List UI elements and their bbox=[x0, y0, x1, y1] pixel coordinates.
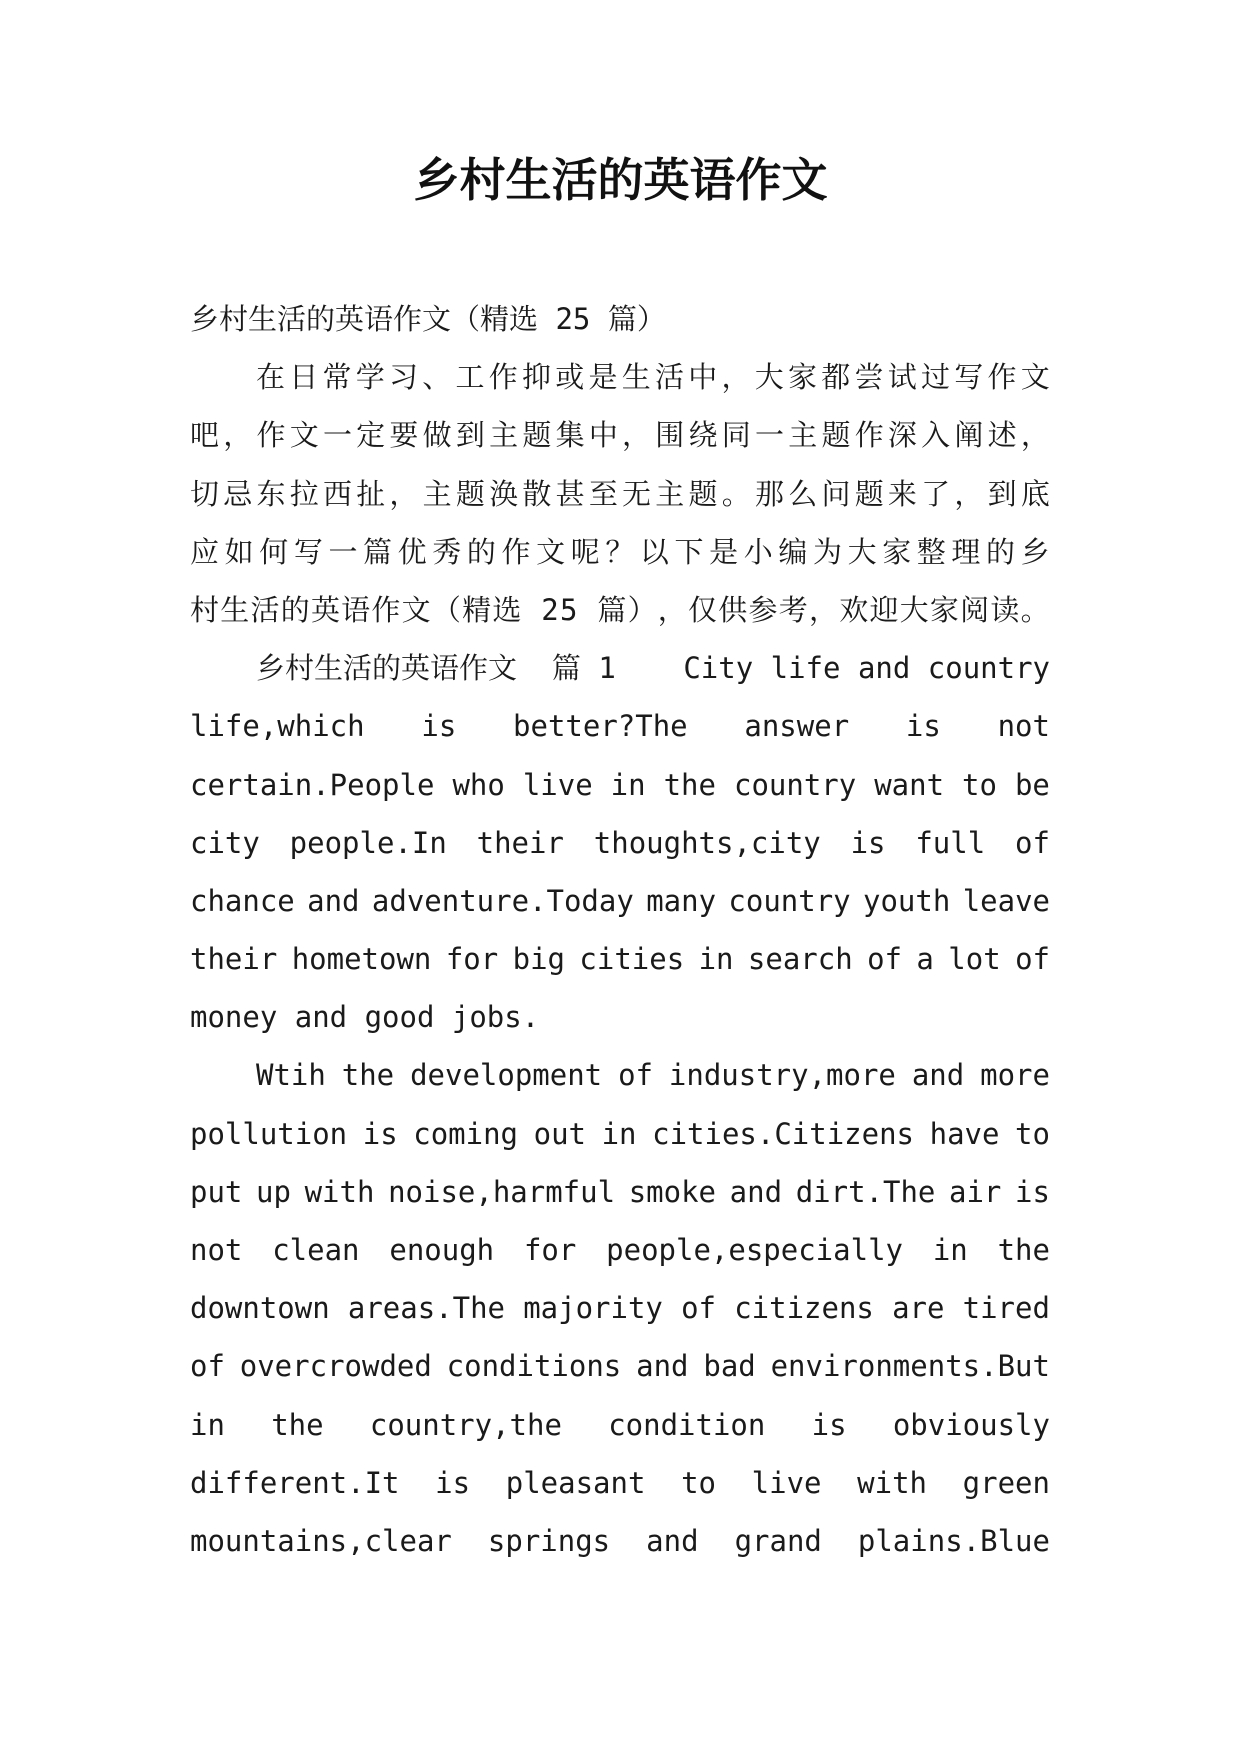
char: ， bbox=[1020, 418, 1050, 453]
word: big bbox=[512, 942, 565, 977]
word: search bbox=[747, 942, 853, 977]
word: development bbox=[410, 1058, 603, 1093]
char: 文 bbox=[401, 592, 431, 627]
char: 生 bbox=[621, 360, 651, 395]
char: 集 bbox=[555, 418, 585, 453]
paragraph-line bbox=[190, 756, 1050, 814]
paragraph-line bbox=[190, 1221, 1050, 1279]
word: many bbox=[646, 883, 717, 918]
word: Wtih bbox=[256, 1058, 326, 1093]
char: 整 bbox=[916, 534, 946, 569]
word: clean bbox=[272, 1233, 360, 1267]
word: answer bbox=[744, 709, 850, 744]
char: 至 bbox=[588, 476, 618, 511]
char: 都 bbox=[821, 360, 851, 395]
word: in bbox=[601, 1116, 637, 1151]
word: and bbox=[729, 1174, 783, 1209]
intro-line bbox=[190, 581, 1050, 639]
char: 作 bbox=[854, 418, 884, 453]
word: and bbox=[307, 883, 360, 918]
char: 扯 bbox=[356, 476, 386, 511]
section-heading: 乡村生活的英语作文 篇 1 bbox=[256, 651, 616, 686]
char: 主 bbox=[489, 418, 519, 453]
char: 忌 bbox=[223, 476, 253, 511]
char: 的 bbox=[280, 592, 310, 627]
char: 中 bbox=[588, 418, 618, 453]
subtitle-line bbox=[190, 290, 1050, 348]
essay-paragraph-1 bbox=[190, 639, 1050, 1046]
char: 是 bbox=[588, 360, 618, 395]
char: 工 bbox=[455, 360, 485, 395]
char: 大 bbox=[899, 592, 929, 627]
char: 活 bbox=[250, 592, 280, 627]
word: downtown bbox=[190, 1291, 330, 1326]
char: 何 bbox=[259, 534, 289, 569]
char: 围 bbox=[655, 418, 685, 453]
char: ） bbox=[627, 592, 657, 627]
char: 作 bbox=[371, 592, 401, 627]
char: ， bbox=[954, 476, 984, 511]
char: 乡 bbox=[1020, 534, 1050, 569]
word: to bbox=[962, 767, 997, 802]
char: 、 bbox=[422, 360, 452, 395]
char: 家 bbox=[788, 360, 818, 395]
char: 拉 bbox=[289, 476, 319, 511]
word: youth bbox=[863, 883, 951, 918]
paragraph-line bbox=[190, 1105, 1050, 1163]
word: tired bbox=[962, 1291, 1050, 1326]
char: ， bbox=[389, 476, 419, 511]
char: 题 bbox=[688, 476, 718, 511]
word: the bbox=[997, 1233, 1050, 1267]
word: more bbox=[980, 1058, 1050, 1093]
word: industry,more bbox=[668, 1058, 896, 1093]
char: 生 bbox=[220, 592, 250, 627]
char: 下 bbox=[674, 534, 704, 569]
word: country bbox=[733, 767, 857, 802]
char: 么 bbox=[788, 476, 818, 511]
char: ， bbox=[622, 418, 652, 453]
intro-line bbox=[190, 406, 1050, 464]
word: smoke bbox=[628, 1174, 717, 1209]
paragraph-line bbox=[190, 930, 1050, 988]
word: their bbox=[476, 825, 564, 860]
char: 题 bbox=[821, 418, 851, 453]
char: 散 bbox=[522, 476, 552, 511]
char: 一 bbox=[754, 418, 784, 453]
char: 小 bbox=[743, 534, 773, 569]
char: 作 bbox=[987, 360, 1017, 395]
word: to bbox=[681, 1465, 717, 1500]
char: 抑 bbox=[522, 360, 552, 395]
subtitle: 乡村生活的英语作文（精选 25 篇） bbox=[190, 302, 666, 336]
char: 主 bbox=[788, 418, 818, 453]
char: 做 bbox=[422, 418, 452, 453]
word: leave bbox=[962, 883, 1050, 918]
word: in bbox=[190, 1407, 225, 1442]
char: 一 bbox=[328, 534, 358, 569]
word: for bbox=[523, 1233, 577, 1267]
paragraph-line bbox=[190, 1454, 1050, 1512]
char: 语 bbox=[341, 592, 371, 627]
word: is bbox=[905, 709, 941, 744]
char: 村 bbox=[190, 592, 220, 627]
char: 要 bbox=[389, 418, 419, 453]
char: 供 bbox=[718, 592, 748, 627]
char: ？ bbox=[605, 534, 635, 569]
paragraph-line bbox=[190, 1163, 1050, 1221]
word: hometown bbox=[291, 942, 432, 977]
char: 5 bbox=[559, 592, 578, 627]
paragraph-line bbox=[190, 1046, 1050, 1104]
char: 大 bbox=[754, 360, 784, 395]
char: 主 bbox=[422, 476, 452, 511]
word: is bbox=[362, 1116, 398, 1151]
word: in bbox=[610, 767, 646, 802]
char: 涣 bbox=[489, 476, 519, 511]
char: 的 bbox=[466, 534, 496, 569]
char: 如 bbox=[224, 534, 254, 569]
word: overcrowded bbox=[239, 1349, 432, 1384]
word: with bbox=[857, 1465, 928, 1500]
word: cities bbox=[579, 942, 685, 977]
char: 到 bbox=[987, 476, 1017, 511]
word: city bbox=[190, 825, 260, 860]
word: their bbox=[190, 942, 278, 977]
word: the bbox=[341, 1058, 395, 1093]
paragraph-line bbox=[190, 1279, 1050, 1337]
word: environments.But bbox=[770, 1349, 1050, 1384]
char: 主 bbox=[655, 476, 685, 511]
word: up bbox=[256, 1174, 291, 1209]
word: bad bbox=[703, 1349, 756, 1384]
word: lot bbox=[948, 942, 1001, 977]
char: 考 bbox=[778, 592, 808, 627]
word: air bbox=[949, 1174, 1002, 1209]
char: 篇 bbox=[363, 534, 393, 569]
char: 过 bbox=[921, 360, 951, 395]
word: is bbox=[435, 1465, 471, 1500]
word: and bbox=[646, 1523, 699, 1558]
char: 一 bbox=[322, 418, 352, 453]
document-body bbox=[190, 290, 1050, 1570]
word: majority bbox=[523, 1291, 663, 1326]
word: obviously bbox=[892, 1407, 1050, 1442]
char: 题 bbox=[854, 476, 884, 511]
word: thoughts,city bbox=[593, 825, 821, 860]
char: 欢 bbox=[839, 592, 869, 627]
word: are bbox=[892, 1291, 945, 1326]
char: 。 bbox=[721, 476, 751, 511]
word: different.It bbox=[190, 1465, 400, 1500]
char: 篇 bbox=[597, 592, 627, 627]
char: 东 bbox=[256, 476, 286, 511]
char: ， bbox=[721, 360, 751, 395]
word: with bbox=[304, 1174, 375, 1209]
char: 精 bbox=[462, 592, 492, 627]
word: to bbox=[1015, 1116, 1050, 1151]
paragraph-line bbox=[190, 697, 1050, 755]
word: a bbox=[916, 942, 934, 977]
word: who bbox=[452, 767, 505, 802]
word: in bbox=[698, 942, 734, 977]
word: the bbox=[271, 1407, 324, 1442]
word: pollution bbox=[190, 1116, 348, 1151]
char: 绕 bbox=[688, 418, 718, 453]
document-title: 乡村生活的英语作文 bbox=[413, 153, 828, 207]
essay-paragraph-2 bbox=[190, 1046, 1050, 1570]
word: the bbox=[663, 767, 716, 802]
char: 无 bbox=[622, 476, 652, 511]
char: 应 bbox=[190, 534, 220, 569]
word: of bbox=[1015, 825, 1050, 860]
word: have bbox=[929, 1116, 1000, 1151]
char: ， bbox=[223, 418, 253, 453]
char: 读 bbox=[990, 592, 1020, 627]
char: 写 bbox=[293, 534, 323, 569]
paragraph-line bbox=[190, 1337, 1050, 1395]
word: better?The bbox=[513, 709, 688, 744]
word: want bbox=[874, 767, 945, 802]
word: certain.People bbox=[190, 767, 435, 802]
word: areas.The bbox=[347, 1291, 506, 1326]
word: be bbox=[1014, 767, 1050, 802]
char: 那 bbox=[754, 476, 784, 511]
char: 理 bbox=[951, 534, 981, 569]
word: put bbox=[190, 1174, 243, 1209]
char: 文 bbox=[289, 418, 319, 453]
char: 甚 bbox=[555, 476, 585, 511]
word: live bbox=[522, 767, 593, 802]
char: 参 bbox=[748, 592, 778, 627]
char: 英 bbox=[310, 592, 340, 627]
word: country,the bbox=[369, 1407, 562, 1442]
char: 尝 bbox=[854, 360, 884, 395]
word: is bbox=[850, 825, 886, 860]
char: 作 bbox=[501, 534, 531, 569]
word: plains.Blue bbox=[857, 1523, 1050, 1558]
word: of bbox=[867, 942, 902, 977]
char: 活 bbox=[655, 360, 685, 395]
char: 常 bbox=[322, 360, 352, 395]
char: 文 bbox=[1020, 360, 1050, 395]
char: 中 bbox=[688, 360, 718, 395]
word: and bbox=[911, 1058, 965, 1093]
char: 切 bbox=[190, 476, 220, 511]
char: 是 bbox=[709, 534, 739, 569]
word: people.In bbox=[289, 825, 447, 860]
word: adventure.Today bbox=[371, 883, 634, 918]
word: cities.Citizens bbox=[652, 1116, 915, 1151]
char: 大 bbox=[847, 534, 877, 569]
word: people,especially bbox=[606, 1233, 903, 1267]
word: condition bbox=[608, 1407, 766, 1442]
char: 底 bbox=[1020, 476, 1050, 511]
word: pleasant bbox=[505, 1465, 646, 1500]
char: 家 bbox=[882, 534, 912, 569]
char: 定 bbox=[356, 418, 386, 453]
word: mountains,clear bbox=[190, 1523, 452, 1558]
char: 了 bbox=[921, 476, 951, 511]
paragraph-line bbox=[190, 872, 1050, 930]
word: for bbox=[445, 942, 499, 977]
char: 作 bbox=[488, 360, 518, 395]
char: 文 bbox=[536, 534, 566, 569]
char: 试 bbox=[887, 360, 917, 395]
word: conditions bbox=[446, 1349, 622, 1384]
intro-line bbox=[190, 465, 1050, 523]
char: 秀 bbox=[432, 534, 462, 569]
char: 题 bbox=[522, 418, 552, 453]
char bbox=[579, 581, 596, 639]
paragraph-first-line bbox=[190, 639, 1050, 697]
char: 家 bbox=[929, 592, 959, 627]
char: ， bbox=[657, 592, 687, 627]
word: coming bbox=[413, 1116, 519, 1151]
char: 阐 bbox=[954, 418, 984, 453]
char: 西 bbox=[322, 476, 352, 511]
word: springs bbox=[487, 1523, 611, 1558]
char: 问 bbox=[821, 476, 851, 511]
char: 选 bbox=[492, 592, 522, 627]
char: 或 bbox=[555, 360, 585, 395]
word: is bbox=[1015, 1174, 1050, 1209]
char: （ bbox=[431, 592, 461, 627]
char: 为 bbox=[812, 534, 842, 569]
char: 入 bbox=[921, 418, 951, 453]
word: country bbox=[728, 883, 851, 918]
word: not bbox=[997, 709, 1050, 744]
char: 呢 bbox=[570, 534, 600, 569]
word: live bbox=[751, 1465, 822, 1500]
char: 仅 bbox=[688, 592, 718, 627]
word: of bbox=[1015, 942, 1050, 977]
intro-paragraph bbox=[190, 348, 1050, 639]
char: 写 bbox=[954, 360, 984, 395]
paragraph-line bbox=[190, 1512, 1050, 1570]
char: 同 bbox=[721, 418, 751, 453]
char: 习 bbox=[389, 360, 419, 395]
intro-line bbox=[190, 348, 1050, 406]
word: noise,harmful bbox=[388, 1174, 616, 1209]
char: 在 bbox=[256, 360, 286, 395]
word: dirt.The bbox=[795, 1174, 936, 1209]
word: is bbox=[421, 709, 457, 744]
word: life,which bbox=[190, 709, 365, 744]
char: 题 bbox=[455, 476, 485, 511]
char: 学 bbox=[355, 360, 385, 395]
word: green bbox=[962, 1465, 1050, 1500]
char: 阅 bbox=[960, 592, 990, 627]
word: chance bbox=[190, 883, 295, 918]
word: citizens bbox=[734, 1291, 874, 1326]
char: 作 bbox=[256, 418, 286, 453]
word: out bbox=[533, 1116, 586, 1151]
char: 深 bbox=[887, 418, 917, 453]
char: 日 bbox=[289, 360, 319, 395]
char: 编 bbox=[778, 534, 808, 569]
paragraph-line bbox=[190, 814, 1050, 872]
word: full bbox=[915, 825, 986, 860]
char: 以 bbox=[639, 534, 669, 569]
char: 述 bbox=[987, 418, 1017, 453]
char bbox=[523, 581, 540, 639]
char: 吧 bbox=[190, 418, 220, 453]
word: of bbox=[681, 1291, 716, 1326]
word: and bbox=[636, 1349, 689, 1384]
char: ， bbox=[808, 592, 838, 627]
paragraph-line bbox=[190, 1396, 1050, 1454]
char: 。 bbox=[1020, 592, 1050, 627]
char: 来 bbox=[887, 476, 917, 511]
word: is bbox=[811, 1407, 847, 1442]
word: of bbox=[190, 1349, 225, 1384]
intro-line bbox=[190, 523, 1050, 581]
paragraph-line: money and good jobs. bbox=[190, 1000, 540, 1035]
char: 的 bbox=[986, 534, 1016, 569]
char: 迎 bbox=[869, 592, 899, 627]
word: enough bbox=[389, 1233, 495, 1267]
word: of bbox=[618, 1058, 653, 1093]
char: 到 bbox=[455, 418, 485, 453]
word: not bbox=[190, 1233, 243, 1267]
char: 优 bbox=[397, 534, 427, 569]
word: in bbox=[932, 1233, 968, 1267]
paragraph-opening-text: City life and country bbox=[683, 651, 1050, 686]
word: grand bbox=[734, 1523, 822, 1558]
char: 2 bbox=[541, 592, 559, 627]
